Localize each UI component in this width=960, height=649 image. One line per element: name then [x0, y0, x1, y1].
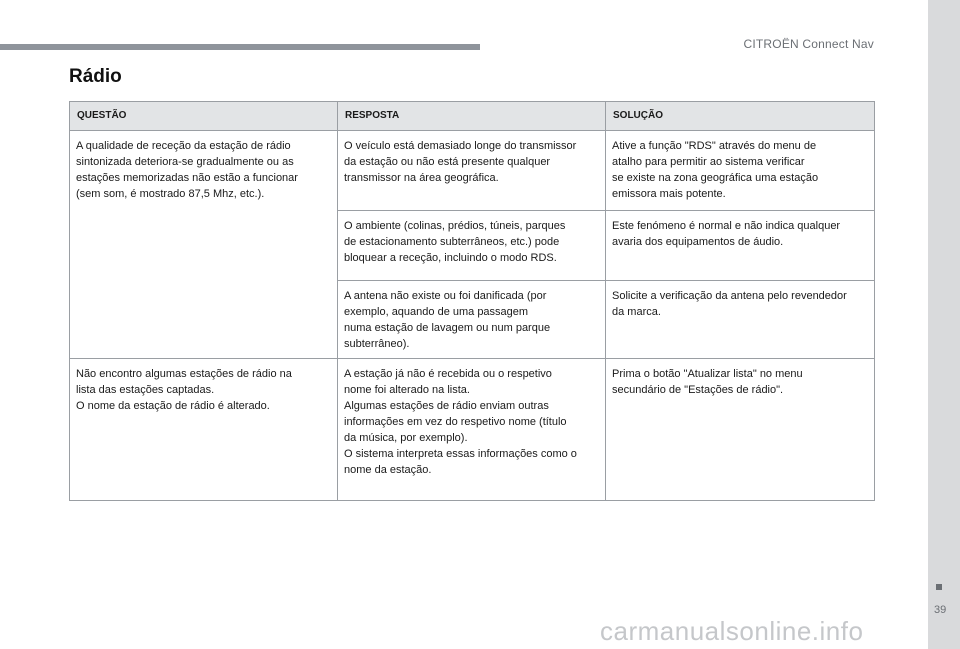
answer-text: O ambiente (colinas, prédios, túneis, parques de estacionamento subterrâneos, etc.) pode bloquear a receção, incluindo o modo RDS.: [344, 220, 566, 264]
solution-cell: [606, 131, 875, 211]
question-text: Não encontro algumas estações de rádio na lista das estações captadas. O nome da estação de rádio é alterado.: [76, 368, 292, 412]
answer-cell: [338, 211, 606, 281]
page-number: 39: [934, 604, 947, 616]
solution-text: Ative a função "RDS" através do menu de atalho para permitir ao sistema verificar se existe na zona geográfica uma estação emissora mais potente.: [612, 140, 819, 200]
solution-cell: [606, 281, 875, 359]
table-header-row: [70, 102, 875, 131]
solution-text: Prima o botão "Atualizar lista" no menu secundário de "Estações de rádio".: [612, 368, 803, 396]
column-header-solution: SOLUÇÃO: [606, 102, 875, 131]
section-title: Rádio: [69, 66, 122, 87]
column-header-answer: RESPOSTA: [338, 102, 606, 131]
answer-cell: [338, 131, 606, 211]
table-row: [70, 131, 875, 211]
question-text: A qualidade de receção da estação de rádio sintonizada deteriora-se gradualmente ou as estações memorizadas não estão a funcionar (sem som, é mostrado 87,5 Mhz, etc.).: [76, 140, 298, 200]
solution-text: Este fenómeno é normal e não indica qualquer avaria dos equipamentos de áudio.: [612, 220, 841, 248]
page-side-strip: [928, 0, 960, 649]
question-cell: [70, 359, 338, 501]
table-row: [70, 359, 875, 501]
page-marker-icon: [936, 584, 942, 590]
header-bar: [0, 44, 480, 50]
faq-table: [69, 101, 875, 501]
answer-text: O veículo está demasiado longe do transmissor da estação ou não está presente qualquer transmissor na área geográfica.: [344, 140, 577, 184]
solution-cell: [606, 211, 875, 281]
solution-text: Solicite a verificação da antena pelo revendedor da marca.: [612, 290, 847, 318]
column-header-question: QUESTÃO: [70, 102, 338, 131]
watermark: carmanualsonline.info: [600, 616, 864, 646]
answer-text: A antena não existe ou foi danificada (por exemplo, aquando de uma passagem numa estação de lavagem ou num parque subterrâneo).: [344, 290, 551, 350]
solution-cell: [606, 359, 875, 501]
answer-text: A estação já não é recebida ou o respetivo nome foi alterado na lista. Algumas estações de rádio enviam outras informações em vez do respetivo nome (título da música, por exemplo). O sistema interpreta essas informações como o nome da estação.: [344, 368, 577, 476]
answer-cell: [338, 359, 606, 501]
question-cell: [70, 131, 338, 359]
answer-cell: [338, 281, 606, 359]
manual-title: CITROËN Connect Nav: [743, 37, 874, 51]
